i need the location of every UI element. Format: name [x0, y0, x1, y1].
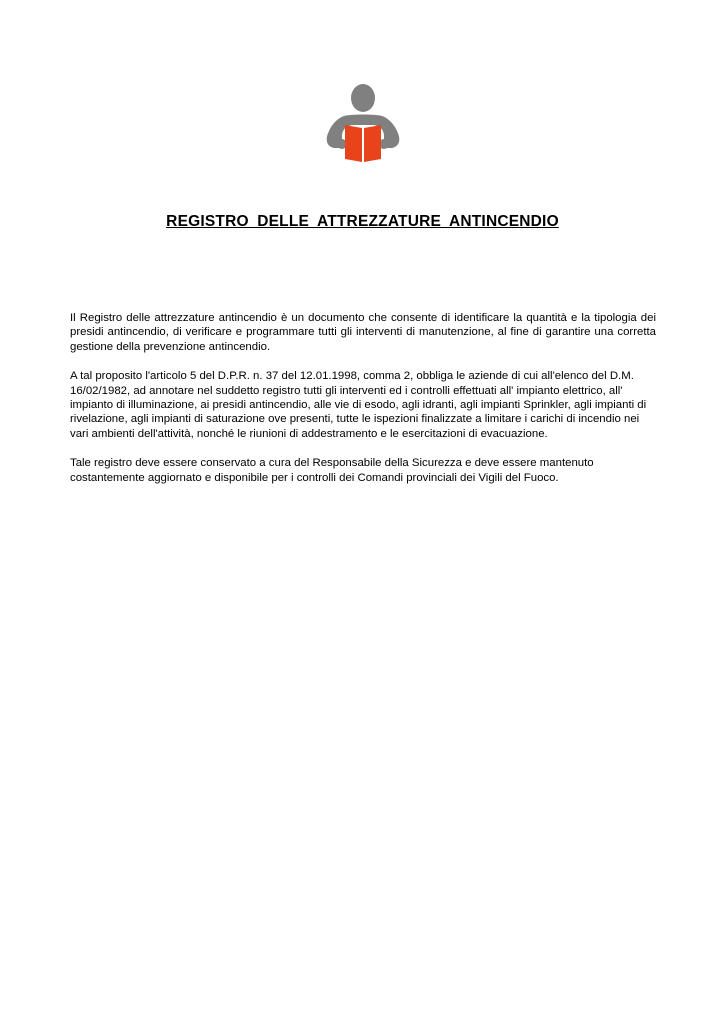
document-body — [70, 311, 656, 500]
paragraph-legal-reference: A tal proposito l'articolo 5 del D.P.R. n. 37 del 12.01.1998, comma 2, obbliga le aziende di cui all'elenco del D.M. 16/02/1982, ad annotare nel suddetto registro tutti gli interventi ed i controlli effettuati all' impianto elettrico, all' impianto di illuminazione, ai presidi antincendio, alle vie di esodo, agli idranti, agli impianti Sprinkler, agli impianti di rivelazione, agli impianti di saturazione ove presenti, tutte le ispezioni finalizzate a limitare i carichi di incendio nei vari ambienti dell'attività, nonché le riunioni di addestramento e le esercitazioni di evacuazione. — [70, 370, 647, 440]
book-right-page — [364, 125, 381, 162]
person-reading-book-icon — [322, 84, 404, 164]
document-title: REGISTRO DELLE ATTREZZATURE ANTINCENDIO — [166, 213, 559, 230]
paragraph-intro: Il Registro delle attrezzature antincendio è un documento che consente di identificare la quantità e la tipologia dei presidi antincendio, di verificare e programmare tutti gli interventi di manutenzione, al fine di garantire una corretta gestione della prevenzione antincendio. — [70, 312, 656, 353]
reader-head — [351, 84, 375, 112]
book-left-page — [345, 125, 362, 162]
paragraph-conservation: Tale registro deve essere conservato a cura del Responsabile della Sicurezza e deve essere mantenuto costantemente aggiornato e disponibile per i controlli dei Comandi provinciali dei Vigili del Fuoco. — [70, 457, 594, 484]
